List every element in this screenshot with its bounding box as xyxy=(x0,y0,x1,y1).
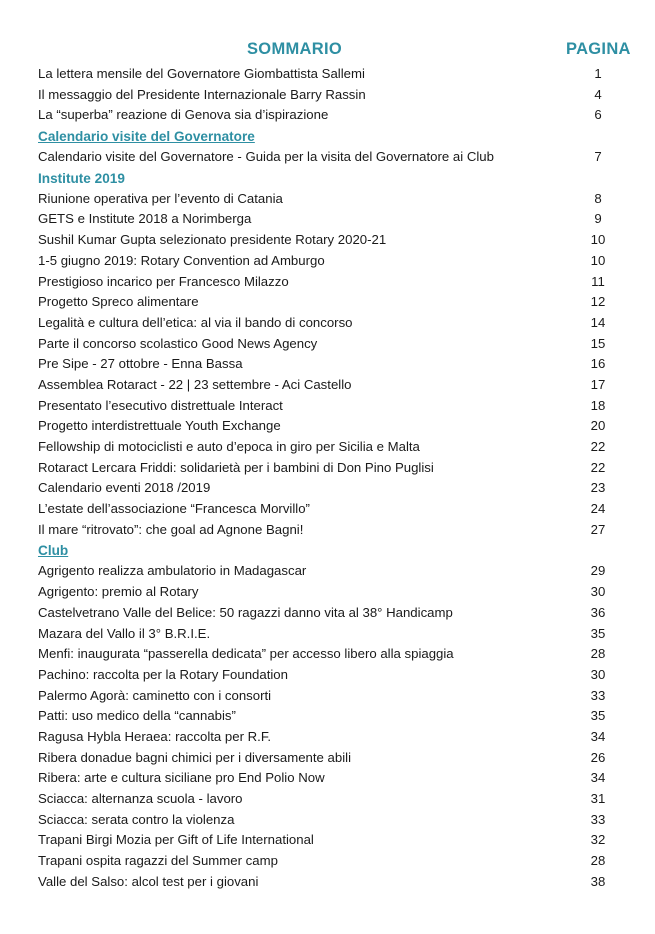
toc-entry-title: Trapani Birgi Mozia per Gift of Life International xyxy=(38,832,314,848)
toc-entry-title: Fellowship di motociclisti e auto d’epoca in giro per Sicilia e Malta xyxy=(38,439,420,454)
toc-entry-page-number: 15 xyxy=(590,335,606,351)
toc-entry-page-number: 7 xyxy=(594,149,602,165)
toc-entry-title: Parte il concorso scolastico Good News Agency xyxy=(38,335,318,351)
toc-entry xyxy=(38,85,618,106)
toc-entry-title: Ribera donadue bagni chimici per i diversamente abili xyxy=(38,749,352,765)
section-heading xyxy=(38,168,618,189)
toc-entry-title: Progetto Spreco alimentare xyxy=(38,294,199,310)
section-heading-label: Institute 2019 xyxy=(38,170,125,186)
toc-entry-page-number: 31 xyxy=(590,791,606,806)
toc-entry xyxy=(38,706,618,727)
toc-entry-title: Progetto interdistrettuale Youth Exchange xyxy=(38,418,281,434)
toc-entry-page-number: 26 xyxy=(590,749,606,765)
toc-entry xyxy=(38,209,618,230)
toc-entry-title: Sciacca: alternanza scuola - lavoro xyxy=(38,791,243,806)
toc-entry-page-number: 9 xyxy=(594,211,602,227)
toc-entry-title: Valle del Salso: alcol test per i giovani xyxy=(38,873,259,889)
toc-entry-title: Pachino: raccolta per la Rotary Foundation xyxy=(38,666,288,682)
toc-entry-page-number: 28 xyxy=(590,646,606,662)
toc-entry-title: Agrigento realizza ambulatorio in Madagascar xyxy=(38,563,307,579)
toc-entry xyxy=(38,748,618,769)
toc-entry xyxy=(38,644,618,665)
section-heading xyxy=(38,540,618,561)
toc-entry-page-number: 35 xyxy=(590,625,606,641)
toc-entry-page-number: 30 xyxy=(590,584,606,600)
toc-entry-page-number: 10 xyxy=(590,232,606,248)
toc-entry-page-number: 22 xyxy=(590,439,606,454)
toc-entry-page-number: 18 xyxy=(590,397,606,413)
section-heading xyxy=(38,126,618,147)
toc-entry-title: Il messaggio del Presidente Internazionale Barry Rassin xyxy=(38,86,366,102)
toc-entry-title: Trapani ospita ragazzi del Summer camp xyxy=(38,853,278,869)
toc-entry xyxy=(38,458,618,479)
toc-entry xyxy=(38,499,618,520)
toc-entry-title: Il mare “ritrovato”: che goal ad Agnone Bagni! xyxy=(38,521,304,537)
toc-entry-page-number: 16 xyxy=(590,356,606,372)
toc-entry xyxy=(38,396,618,417)
toc-entry-page-number: 33 xyxy=(590,687,606,703)
toc-entry-title: Sushil Kumar Gupta selezionato presidente Rotary 2020-21 xyxy=(38,232,387,248)
toc-entry-title: Assemblea Rotaract - 22 | 23 settembre - Aci Castello xyxy=(38,376,352,392)
toc-entry-page-number: 6 xyxy=(594,107,602,123)
toc-entry xyxy=(38,810,618,831)
toc-entry-page-number: 33 xyxy=(590,811,606,827)
toc-entry-page-number: 32 xyxy=(590,832,606,848)
toc-entry xyxy=(38,292,618,313)
toc-entry-title: Ribera: arte e cultura siciliane pro End Polio Now xyxy=(38,770,325,786)
toc-entry-title: Menfi: inaugurata “passerella dedicata” per accesso libero alla spiaggia xyxy=(38,646,454,662)
toc-entry xyxy=(38,727,618,748)
toc-entry xyxy=(38,789,618,810)
toc-entry-page-number: 4 xyxy=(594,86,602,102)
toc-entry-title: Prestigioso incarico per Francesco Milazzo xyxy=(38,273,289,289)
toc-entry-page-number: 38 xyxy=(590,873,606,889)
toc-entry-page-number: 22 xyxy=(590,459,606,475)
section-heading-label: Calendario visite del Governatore xyxy=(38,129,255,145)
toc-entry xyxy=(38,872,618,893)
toc-entry-page-number: 24 xyxy=(590,501,606,517)
toc-entry-title: Patti: uso medico della “cannabis” xyxy=(38,708,236,724)
toc-entry-page-number: 28 xyxy=(590,853,606,869)
toc-entry xyxy=(38,230,618,251)
toc-entry-title: Calendario visite del Governatore - Guida per la visita del Governatore ai Club xyxy=(38,149,494,165)
toc-entry xyxy=(38,416,618,437)
table-of-contents xyxy=(38,64,618,892)
toc-entry-title: Palermo Agorà: caminetto con i consorti xyxy=(38,687,272,703)
page-column-label: PAGINA xyxy=(566,40,631,58)
toc-entry xyxy=(38,582,618,603)
toc-entry xyxy=(38,313,618,334)
toc-entry xyxy=(38,478,618,499)
toc-entry-title: 1-5 giugno 2019: Rotary Convention ad Amburgo xyxy=(38,252,325,268)
toc-entry xyxy=(38,189,618,210)
toc-entry-page-number: 11 xyxy=(591,273,605,289)
toc-entry-title: Ragusa Hybla Heraea: raccolta per R.F. xyxy=(38,728,272,744)
toc-entry xyxy=(38,561,618,582)
toc-entry-title: Calendario eventi 2018 /2019 xyxy=(38,480,211,496)
toc-entry-title: Mazara del Vallo il 3° B.R.I.E. xyxy=(38,625,211,641)
toc-entry-title: Riunione operativa per l’evento di Catania xyxy=(38,190,283,206)
toc-entry-page-number: 36 xyxy=(590,604,606,620)
toc-entry-title: La lettera mensile del Governatore Giombattista Sallemi xyxy=(38,66,365,81)
toc-entry-title: L’estate dell’associazione “Francesca Morvillo” xyxy=(38,501,310,517)
section-heading-label: Club xyxy=(38,543,69,559)
toc-title: SOMMARIO xyxy=(247,40,342,58)
toc-entry xyxy=(38,334,618,355)
toc-entry-page-number: 1 xyxy=(594,66,602,81)
toc-entry-title: Sciacca: serata contro la violenza xyxy=(38,811,235,827)
toc-entry-page-number: 34 xyxy=(590,728,606,744)
toc-entry-page-number: 20 xyxy=(590,418,606,434)
toc-entry-title: La “superba” reazione di Genova sia d’ispirazione xyxy=(38,107,329,123)
toc-entry xyxy=(38,603,618,624)
toc-entry-page-number: 30 xyxy=(590,666,606,682)
toc-entry-title: Presentato l’esecutivo distrettuale Interact xyxy=(38,397,283,413)
toc-entry-page-number: 17 xyxy=(590,376,606,392)
toc-entry xyxy=(38,147,618,168)
toc-header xyxy=(0,38,655,64)
toc-entry-page-number: 12 xyxy=(590,294,606,310)
toc-entry-title: Legalità e cultura dell’etica: al via il bando di concorso xyxy=(38,314,353,330)
toc-entry-page-number: 8 xyxy=(594,190,602,206)
toc-entry xyxy=(38,768,618,789)
toc-entry-page-number: 10 xyxy=(590,252,606,268)
toc-entry xyxy=(38,354,618,375)
toc-entry xyxy=(38,624,618,645)
toc-entry xyxy=(38,665,618,686)
toc-entry-page-number: 23 xyxy=(590,480,606,496)
toc-entry xyxy=(38,251,618,272)
toc-entry xyxy=(38,64,618,85)
toc-entry-title: Pre Sipe - 27 ottobre - Enna Bassa xyxy=(38,356,243,372)
toc-entry-title: Rotaract Lercara Friddi: solidarietà per i bambini di Don Pino Puglisi xyxy=(38,459,434,475)
toc-entry xyxy=(38,520,618,541)
toc-entry-page-number: 34 xyxy=(590,770,606,786)
toc-entry xyxy=(38,686,618,707)
toc-entry-page-number: 14 xyxy=(590,314,606,330)
toc-entry xyxy=(38,830,618,851)
toc-entry-title: Agrigento: premio al Rotary xyxy=(38,584,199,600)
toc-entry-page-number: 35 xyxy=(590,708,606,724)
toc-entry xyxy=(38,375,618,396)
toc-entry xyxy=(38,437,618,458)
toc-entry-page-number: 29 xyxy=(590,563,606,579)
toc-entry xyxy=(38,105,618,126)
toc-entry xyxy=(38,272,618,293)
toc-entry xyxy=(38,851,618,872)
toc-entry-page-number: 27 xyxy=(590,521,606,537)
toc-entry-title: Castelvetrano Valle del Belice: 50 ragazzi danno vita al 38° Handicamp xyxy=(38,604,453,620)
toc-entry-title: GETS e Institute 2018 a Norimberga xyxy=(38,211,252,227)
